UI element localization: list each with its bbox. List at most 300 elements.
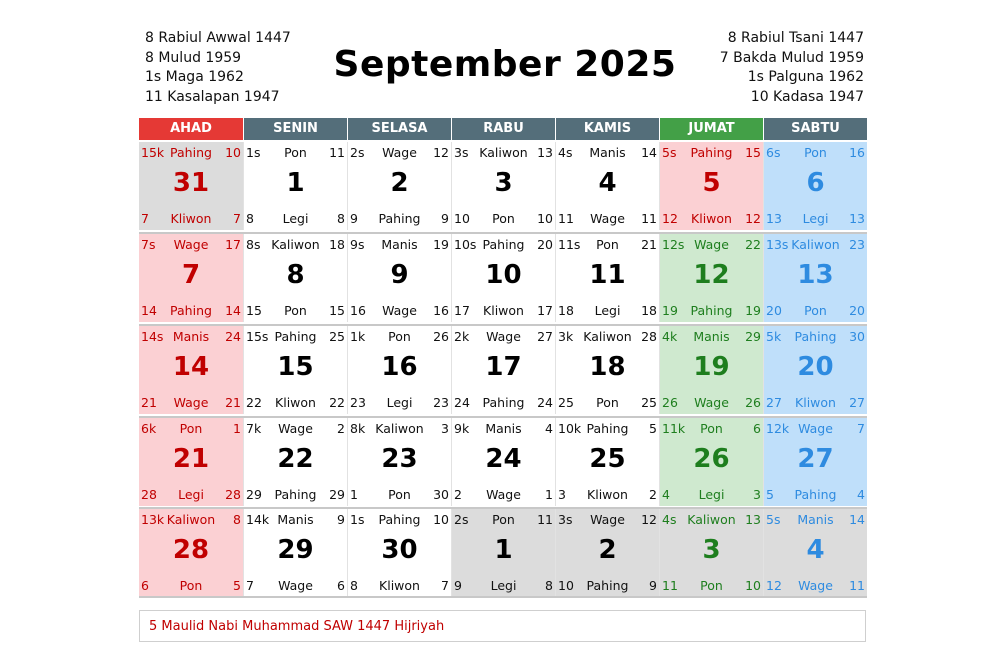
javanese-date: 21: [141, 395, 157, 410]
pasaran-day-index: 5s: [766, 512, 781, 527]
wuku-pasaran: Pahing: [482, 395, 525, 410]
pasaran-day-index: 7s: [141, 237, 156, 252]
hijri-date: 29: [745, 329, 761, 344]
pasaran-day-index: 2s: [454, 512, 469, 527]
javanese-date: 7: [246, 578, 254, 593]
day-cell[interactable]: [451, 234, 555, 322]
alt-hijri-date: 1: [545, 487, 553, 502]
pasaran-day-index: 10k: [558, 421, 582, 436]
hijri-date: 18: [329, 237, 345, 252]
wuku-pasaran: Wage: [590, 211, 625, 226]
hijri-date: 5: [649, 421, 657, 436]
javanese-date: 2: [454, 487, 462, 502]
alt-hijri-date: 5: [233, 578, 241, 593]
hijri-date: 19: [433, 237, 449, 252]
day-header-sabtu: SABTU: [764, 118, 867, 140]
pasaran-day-index: 2k: [454, 329, 470, 344]
javanese-date: 12: [662, 211, 678, 226]
gregorian-date: 1: [286, 168, 305, 198]
pasaran-name: Kaliwon: [271, 237, 320, 252]
wuku-pasaran: Pahing: [586, 578, 629, 593]
hijri-date: 12: [641, 512, 657, 527]
pasaran-name: Wage: [382, 145, 417, 160]
day-cell[interactable]: [451, 418, 555, 506]
alt-hijri-date: 2: [649, 487, 657, 502]
wuku-pasaran: Legi: [282, 211, 309, 226]
day-cell[interactable]: [659, 418, 763, 506]
pasaran-day-index: 10s: [454, 237, 477, 252]
alt-hijri-date: 4: [857, 487, 865, 502]
hijri-date: 15: [745, 145, 761, 160]
hijri-date: 2: [337, 421, 345, 436]
pasaran-name: Manis: [485, 421, 522, 436]
javanese-end: 7 Bakda Mulud 1959: [719, 49, 864, 66]
header-left-calendars: [145, 29, 291, 107]
javanese-date: 15: [246, 303, 262, 318]
javanese-date: 28: [141, 487, 157, 502]
wuku-pasaran: Pon: [804, 303, 827, 318]
day-cell[interactable]: [243, 509, 347, 597]
gregorian-date: 2: [598, 535, 617, 565]
pasaran-name: Pon: [388, 329, 411, 344]
pasaran-day-index: 3k: [558, 329, 574, 344]
saka-end: 1s Palguna 1962: [747, 69, 864, 85]
pasaran-name: Pahing: [690, 145, 733, 160]
pasaran-day-index: 15k: [141, 145, 165, 160]
javanese-date: 20: [766, 303, 782, 318]
javanese-date: 10: [454, 211, 470, 226]
hijri-date: 6: [753, 421, 761, 436]
javanese-date: 19: [662, 303, 678, 318]
gregorian-date: 11: [589, 260, 626, 290]
gregorian-date: 2: [390, 168, 409, 198]
wuku-pasaran: Wage: [798, 578, 833, 593]
gregorian-date: 1: [494, 535, 513, 565]
pasaran-day-index: 13k: [141, 512, 165, 527]
gregorian-date: 26: [693, 444, 730, 474]
gregorian-date: 6: [806, 168, 825, 198]
pasaran-day-index: 1s: [246, 145, 261, 160]
hijri-date: 27: [537, 329, 553, 344]
wuku-pasaran: Wage: [486, 487, 521, 502]
wuku-pasaran: Pon: [284, 303, 307, 318]
day-cell[interactable]: [347, 326, 451, 414]
alt-hijri-date: 20: [849, 303, 865, 318]
alt-hijri-date: 26: [745, 395, 761, 410]
header-right-calendars: [720, 29, 864, 107]
javanese-date: 26: [662, 395, 678, 410]
gregorian-date: 27: [797, 444, 834, 474]
pasaran-name: Pahing: [794, 329, 837, 344]
javanese-date: 12: [766, 578, 782, 593]
hijri-date: 26: [433, 329, 449, 344]
gregorian-date: 12: [693, 260, 730, 290]
pasaran-day-index: 4s: [662, 512, 677, 527]
wuku-pasaran: Kliwon: [379, 578, 420, 593]
pasaran-day-index: 8k: [350, 421, 366, 436]
hijri-date: 10: [225, 145, 241, 160]
gregorian-date: 22: [277, 444, 314, 474]
row-divider: [139, 416, 867, 418]
alt-hijri-date: 15: [329, 303, 345, 318]
gregorian-date: 9: [390, 260, 409, 290]
wuku-pasaran: Legi: [594, 303, 621, 318]
pasaran-name: Kaliwon: [166, 512, 216, 527]
alt-hijri-date: 3: [753, 487, 761, 502]
holiday-note-text: 5 Maulid Nabi Muhammad SAW 1447 Hijriyah: [149, 619, 445, 634]
day-cell[interactable]: [659, 326, 763, 414]
pasaran-name: Pon: [596, 237, 619, 252]
pasaran-day-index: 5k: [766, 329, 782, 344]
javanese-date: 11: [558, 211, 574, 226]
pasaran-day-index: 2s: [350, 145, 365, 160]
wuku-pasaran: Wage: [173, 395, 209, 410]
pasaran-day-index: 11k: [662, 421, 686, 436]
day-cell[interactable]: [763, 234, 867, 322]
hijri-date: 11: [329, 145, 345, 160]
alt-hijri-date: 25: [641, 395, 657, 410]
wuku-pasaran: Kliwon: [275, 395, 316, 410]
wuku-pasaran: Pon: [596, 395, 619, 410]
pasaran-name: Manis: [797, 512, 834, 527]
pasaran-day-index: 7k: [246, 421, 262, 436]
javanese-date: 10: [558, 578, 574, 593]
javanese-date: 1: [350, 487, 358, 502]
day-header-senin: SENIN: [244, 118, 347, 140]
alt-hijri-date: 22: [329, 395, 345, 410]
pasaran-name: Wage: [694, 237, 729, 252]
wuku-pasaran: Kliwon: [587, 487, 628, 502]
alt-hijri-date: 27: [849, 395, 865, 410]
pasaran-day-index: 1k: [350, 329, 366, 344]
hijri-date: 3: [441, 421, 449, 436]
hijri-date: 16: [849, 145, 865, 160]
javanese-date: 7: [141, 211, 149, 226]
gregorian-date: 13: [797, 260, 834, 290]
hijri-date: 17: [225, 237, 241, 252]
pasaran-name: Pahing: [378, 512, 421, 527]
pasaran-name: Kaliwon: [375, 421, 424, 436]
pasaran-day-index: 1s: [350, 512, 365, 527]
hijri-date: 21: [641, 237, 657, 252]
gregorian-date: 8: [286, 260, 305, 290]
javanese-date: 17: [454, 303, 470, 318]
hijri-date: 14: [641, 145, 657, 160]
gregorian-date: 28: [172, 535, 210, 565]
pasaran-day-index: 9s: [350, 237, 365, 252]
alt-hijri-date: 30: [433, 487, 449, 502]
day-cell[interactable]: [451, 326, 555, 414]
pasaran-name: Pon: [284, 145, 307, 160]
alt-hijri-date: 8: [337, 211, 345, 226]
javanese-date: 9: [350, 211, 358, 226]
alt-hijri-date: 8: [545, 578, 553, 593]
alt-hijri-date: 12: [745, 211, 761, 226]
wuku-pasaran: Pahing: [274, 487, 317, 502]
alt-hijri-date: 13: [849, 211, 865, 226]
wuku-pasaran: Wage: [278, 578, 313, 593]
javanese-date: 27: [766, 395, 782, 410]
saka-start: 1s Maga 1962: [145, 69, 244, 85]
pasaran-day-index: 14s: [141, 329, 164, 344]
pasaran-day-index: 8s: [246, 237, 261, 252]
day-cell[interactable]: [243, 326, 347, 414]
day-cell[interactable]: [139, 509, 243, 597]
day-cell[interactable]: [347, 418, 451, 506]
gregorian-date: 15: [277, 352, 314, 382]
wuku-pasaran: Legi: [802, 211, 829, 226]
row-divider: [139, 596, 867, 598]
pasaran-name: Wage: [590, 512, 625, 527]
wuku-pasaran: Pon: [179, 578, 203, 593]
alt-hijri-date: 7: [441, 578, 449, 593]
day-cell[interactable]: [451, 509, 555, 597]
alt-hijri-date: 9: [441, 211, 449, 226]
pasaran-name: Kaliwon: [791, 237, 840, 252]
pasaran-name: Wage: [798, 421, 833, 436]
pasaran-name: Pon: [700, 421, 723, 436]
wuku-pasaran: Wage: [694, 395, 729, 410]
holiday-note: [139, 610, 866, 642]
day-cell[interactable]: [659, 509, 763, 597]
pasaran-name: Manis: [381, 237, 418, 252]
alt-hijri-date: 17: [537, 303, 553, 318]
javanese-date: 5: [766, 487, 774, 502]
pasaran-name: Pahing: [274, 329, 317, 344]
gregorian-date: 30: [381, 535, 418, 565]
hijri-date: 14: [849, 512, 865, 527]
wuku-pasaran: Kliwon: [691, 211, 732, 226]
day-cell[interactable]: [451, 142, 555, 230]
javanese-date: 8: [350, 578, 358, 593]
row-divider: [139, 507, 867, 509]
pasaran-name: Wage: [486, 329, 521, 344]
alt-hijri-date: 7: [233, 211, 241, 226]
hijri-date: 13: [537, 145, 553, 160]
day-header-kamis: KAMIS: [556, 118, 659, 140]
pasaran-name: Wage: [173, 237, 209, 252]
pasaran-name: Manis: [172, 329, 210, 344]
pasaran-day-index: 5s: [662, 145, 677, 160]
pasaran-day-index: 13s: [766, 237, 789, 252]
bali-start: 11 Kasalapan 1947: [145, 88, 280, 105]
day-cell[interactable]: [555, 509, 659, 597]
hijri-date: 13: [745, 512, 761, 527]
javanese-date: 8: [246, 211, 254, 226]
pasaran-name: Manis: [277, 512, 314, 527]
javanese-date: 9: [454, 578, 462, 593]
gregorian-date: 3: [494, 168, 513, 198]
day-cell[interactable]: [555, 326, 659, 414]
alt-hijri-date: 10: [537, 211, 553, 226]
hijri-date: 8: [233, 512, 241, 527]
gregorian-date: 21: [172, 444, 210, 474]
day-cell[interactable]: [659, 234, 763, 322]
alt-hijri-date: 29: [329, 487, 345, 502]
hijri-date: 25: [329, 329, 345, 344]
day-cell[interactable]: [243, 234, 347, 322]
day-header-rabu: RABU: [452, 118, 555, 140]
day-cell[interactable]: [347, 234, 451, 322]
day-header-jumat: JUMAT: [660, 118, 763, 140]
gregorian-date: 19: [693, 352, 730, 382]
pasaran-day-index: 3s: [558, 512, 573, 527]
hijri-end: 8 Rabiul Tsani 1447: [727, 30, 864, 46]
hijri-date: 10: [433, 512, 449, 527]
gregorian-date: 29: [277, 535, 314, 565]
day-cell[interactable]: [139, 418, 243, 506]
day-header-selasa: SELASA: [348, 118, 451, 140]
gregorian-date: 20: [797, 352, 834, 382]
gregorian-date: 17: [485, 352, 522, 382]
hijri-date: 20: [537, 237, 553, 252]
pasaran-name: Manis: [693, 329, 730, 344]
wuku-pasaran: Pon: [492, 211, 515, 226]
day-cell[interactable]: [243, 418, 347, 506]
hijri-date: 30: [849, 329, 865, 344]
wuku-pasaran: Legi: [698, 487, 725, 502]
hijri-date: 1: [233, 421, 241, 436]
pasaran-name: Pahing: [482, 237, 525, 252]
day-cell[interactable]: [347, 142, 451, 230]
gregorian-date: 25: [589, 444, 626, 474]
alt-hijri-date: 9: [649, 578, 657, 593]
day-cell[interactable]: [763, 418, 867, 506]
pasaran-name: Kaliwon: [687, 512, 736, 527]
day-cell[interactable]: [555, 142, 659, 230]
gregorian-date: 10: [485, 260, 522, 290]
gregorian-date: 4: [806, 535, 825, 565]
hijri-date: 9: [337, 512, 345, 527]
day-cell[interactable]: [659, 142, 763, 230]
hijri-date: 7: [857, 421, 865, 436]
pasaran-day-index: 14k: [246, 512, 270, 527]
wuku-pasaran: Legi: [490, 578, 517, 593]
javanese-date: 25: [558, 395, 574, 410]
pasaran-day-index: 3s: [454, 145, 469, 160]
wuku-pasaran: Legi: [386, 395, 413, 410]
hijri-date: 4: [545, 421, 553, 436]
day-cell[interactable]: [763, 142, 867, 230]
day-cell[interactable]: [555, 234, 659, 322]
pasaran-day-index: 12s: [662, 237, 685, 252]
wuku-pasaran: Kliwon: [795, 395, 836, 410]
wuku-pasaran: Kliwon: [483, 303, 524, 318]
wuku-pasaran: Pahing: [794, 487, 837, 502]
day-cell[interactable]: [763, 326, 867, 414]
calendar-grid: [139, 118, 867, 596]
pasaran-name: Manis: [589, 145, 626, 160]
pasaran-name: Pon: [492, 512, 515, 527]
gregorian-date: 3: [702, 535, 721, 565]
row-divider: [139, 232, 867, 234]
pasaran-day-index: 6s: [766, 145, 781, 160]
wuku-pasaran: Pon: [700, 578, 723, 593]
pasaran-day-index: 15s: [246, 329, 269, 344]
javanese-date: 3: [558, 487, 566, 502]
pasaran-name: Wage: [278, 421, 313, 436]
gregorian-date: 23: [381, 444, 418, 474]
javanese-date: 6: [141, 578, 149, 593]
gregorian-date: 24: [485, 444, 522, 474]
wuku-pasaran: Pahing: [690, 303, 733, 318]
alt-hijri-date: 10: [745, 578, 761, 593]
hijri-date: 24: [225, 329, 241, 344]
javanese-date: 11: [662, 578, 678, 593]
wuku-pasaran: Wage: [382, 303, 417, 318]
gregorian-date: 4: [598, 168, 617, 198]
gregorian-date: 5: [702, 168, 721, 198]
row-divider: [139, 324, 867, 326]
gregorian-date: 7: [181, 260, 201, 290]
javanese-date: 24: [454, 395, 470, 410]
day-cell[interactable]: [763, 509, 867, 597]
gregorian-date: 14: [172, 352, 210, 382]
hijri-date: 28: [641, 329, 657, 344]
day-cell[interactable]: [139, 142, 243, 230]
hijri-date: 23: [849, 237, 865, 252]
wuku-pasaran: Kliwon: [170, 211, 212, 226]
day-cell[interactable]: [139, 326, 243, 414]
month-title: September 2025: [333, 44, 677, 85]
alt-hijri-date: 11: [641, 211, 657, 226]
wuku-pasaran: Pahing: [378, 211, 421, 226]
gregorian-date: 18: [589, 352, 626, 382]
wuku-pasaran: Legi: [178, 487, 204, 502]
pasaran-name: Pahing: [586, 421, 629, 436]
pasaran-name: Pon: [804, 145, 827, 160]
javanese-date: 14: [141, 303, 157, 318]
day-cell[interactable]: [139, 234, 243, 322]
day-cell[interactable]: [243, 142, 347, 230]
pasaran-day-index: 9k: [454, 421, 470, 436]
pasaran-day-index: 11s: [558, 237, 581, 252]
gregorian-date: 31: [172, 168, 210, 198]
alt-hijri-date: 18: [641, 303, 657, 318]
javanese-date: 4: [662, 487, 670, 502]
day-header-ahad: AHAD: [139, 118, 243, 140]
javanese-date: 29: [246, 487, 262, 502]
pasaran-name: Pon: [179, 421, 203, 436]
javanese-date: 23: [350, 395, 366, 410]
alt-hijri-date: 23: [433, 395, 449, 410]
day-cell[interactable]: [347, 509, 451, 597]
bali-end: 10 Kadasa 1947: [750, 88, 864, 105]
javanese-date: 16: [350, 303, 366, 318]
pasaran-day-index: 12k: [766, 421, 790, 436]
day-cell[interactable]: [555, 418, 659, 506]
alt-hijri-date: 21: [225, 395, 241, 410]
javanese-date: 18: [558, 303, 574, 318]
pasaran-name: Kaliwon: [583, 329, 632, 344]
pasaran-day-index: 4k: [662, 329, 678, 344]
pasaran-day-index: 6k: [141, 421, 157, 436]
javanese-start: 8 Mulud 1959: [145, 49, 242, 66]
javanese-date: 22: [246, 395, 262, 410]
alt-hijri-date: 19: [745, 303, 761, 318]
wuku-pasaran: Pon: [388, 487, 411, 502]
pasaran-name: Kaliwon: [479, 145, 528, 160]
alt-hijri-date: 6: [337, 578, 345, 593]
alt-hijri-date: 11: [849, 578, 865, 593]
pasaran-name: Pahing: [170, 145, 212, 160]
pasaran-day-index: 4s: [558, 145, 573, 160]
alt-hijri-date: 16: [433, 303, 449, 318]
hijri-date: 12: [433, 145, 449, 160]
alt-hijri-date: 24: [537, 395, 553, 410]
alt-hijri-date: 28: [225, 487, 241, 502]
hijri-date: 22: [745, 237, 761, 252]
